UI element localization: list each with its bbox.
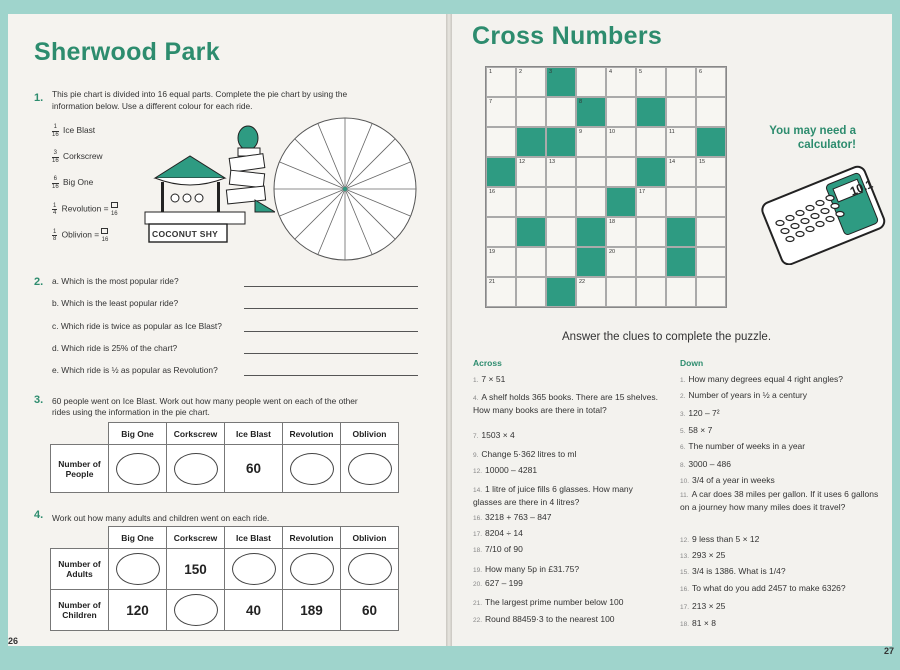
across-clue: 4. A shelf holds 365 books. There are 15 shelves. How many books are there in total? [473,392,658,415]
fraction: $\frac{1}{16}$ [52,124,59,138]
ride-name: Corkscrew [63,151,103,162]
answer-oval[interactable] [174,453,218,485]
ride-name: Oblivion = [61,229,100,240]
grid-cell[interactable] [636,67,666,97]
grid-cell[interactable] [696,217,726,247]
grid-cell[interactable] [606,127,636,157]
q2-question: c. Which ride is twice as popular as Ice Blast? [52,321,222,331]
grid-cell[interactable] [486,67,516,97]
grid-cell-blocked [576,247,606,277]
answer-cell[interactable] [167,590,225,631]
answer-oval[interactable] [348,453,392,485]
given-value: 60 [341,590,399,631]
answer-oval[interactable] [232,553,276,585]
grid-cell[interactable] [696,67,726,97]
grid-cell[interactable] [546,247,576,277]
clue-number: 6 [699,69,703,75]
down-clue: 3. 120 – 7² [680,408,720,418]
answer-line[interactable] [244,331,418,332]
grid-cell[interactable] [696,187,726,217]
answer-oval[interactable] [348,553,392,585]
column-header: Oblivion [341,423,399,445]
down-clue: 8. 3000 – 486 [680,459,731,469]
q2-question: e. Which ride is ½ as popular as Revolution? [52,365,218,375]
grid-cell[interactable] [606,67,636,97]
grid-cell[interactable] [486,127,516,157]
grid-cell[interactable] [486,247,516,277]
grid-cell[interactable] [516,157,546,187]
grid-cell[interactable] [546,187,576,217]
row-label: Number of Children [51,590,109,631]
grid-cell[interactable] [666,187,696,217]
grid-cell[interactable] [486,217,516,247]
grid-cell[interactable] [606,247,636,277]
clue-number: 16 [489,189,496,195]
across-clue: 22. Round 88459·3 to the nearest 100 [473,614,615,624]
fraction: $\frac{1}{4}$ [53,202,57,216]
answer-cell[interactable] [167,445,225,493]
grid-cell[interactable] [516,247,546,277]
grid-cell-blocked [606,187,636,217]
page-number-right: 27 [884,646,895,656]
clue-number: 17 [639,189,646,195]
grid-cell[interactable] [696,277,726,307]
q2-number: 2. [34,276,44,288]
ride-fraction-item [52,202,120,217]
grid-cell[interactable] [486,97,516,127]
grid-cell[interactable] [546,97,576,127]
page-number-left: 26 [8,636,19,646]
blank-fraction[interactable]: 16 [101,228,108,243]
column-header: Ice Blast [225,423,283,445]
given-value: 120 [109,590,167,631]
grid-cell-blocked [636,157,666,187]
calculator-note: You may need a calculator! [769,125,856,151]
grid-cell[interactable] [576,67,606,97]
down-clue: 16. To what do you add 2457 to make 6326? [680,583,846,593]
clue-number: 8 [579,99,583,105]
given-value: 60 [225,445,283,493]
clue-number: 5 [639,69,643,75]
grid-cell[interactable] [576,157,606,187]
answer-oval[interactable] [116,453,160,485]
grid-cell[interactable] [516,97,546,127]
q4-text: Work out how many adults and children went on each ride. [52,513,270,523]
crossword-grid[interactable] [485,66,727,308]
across-clue: 18. 7/10 of 90 [473,544,523,554]
instruction-text: Answer the clues to complete the puzzle. [562,331,772,343]
calculator-display: 10.1 [847,176,875,199]
clue-number: 21 [489,279,496,285]
grid-cell[interactable] [696,97,726,127]
grid-cell[interactable] [636,277,666,307]
q2-question: d. Which ride is 25% of the chart? [52,343,178,353]
fraction: $\frac{1}{8}$ [53,228,57,242]
grid-cell[interactable] [606,217,636,247]
given-value: 40 [225,590,283,631]
grid-cell-blocked [636,97,666,127]
grid-cell-blocked [696,127,726,157]
down-clue: 15. 3/4 is 1386. What is 1/4? [680,566,786,576]
fraction: $\frac{3}{16}$ [52,150,59,164]
clue-number: 12 [519,159,526,165]
grid-cell[interactable] [486,187,516,217]
row-label: Number of People [51,445,109,493]
column-header: Corkscrew [167,423,225,445]
pie-center [343,187,347,191]
clue-number: 20 [609,249,616,255]
answer-cell[interactable] [225,549,283,590]
grid-cell[interactable] [696,247,726,277]
q1-text-line2: information below. Use a different colour for each ride. [52,101,253,111]
blank-fraction[interactable]: 16 [111,202,118,217]
clue-number: 10 [609,129,616,135]
column-header: Revolution [283,527,341,549]
down-clue: 17. 213 × 25 [680,601,726,611]
q4-table [50,526,399,631]
answer-oval[interactable] [174,594,218,626]
across-clue: 1. 7 × 51 [473,374,506,384]
grid-cell[interactable] [516,277,546,307]
clue-number: 7 [489,99,493,105]
across-clue: 20. 627 – 199 [473,578,523,588]
answer-cell[interactable] [109,549,167,590]
grid-cell[interactable] [576,187,606,217]
q3-table [50,422,399,493]
q3-text-line2: rides using the information in the pie chart. [52,407,210,417]
empty-pie-chart[interactable] [272,116,418,262]
ride-name: Revolution = [61,203,109,214]
down-clue: 13. 293 × 25 [680,550,726,560]
clue-number: 13 [549,159,556,165]
clue-number: 11 [669,129,675,135]
given-value: 189 [283,590,341,631]
q2-question: a. Which is the most popular ride? [52,276,179,286]
down-clue: 1. How many degrees equal 4 right angles? [680,374,843,384]
answer-oval[interactable] [290,453,334,485]
across-clue: 19. How many 5p in £31.75? [473,564,580,574]
grid-cell[interactable] [546,157,576,187]
grid-cell[interactable] [666,67,696,97]
grid-cell-blocked [516,127,546,157]
across-clue: 14. 1 litre of juice fills 6 glasses. How many glasses are there in 4 litres? [473,484,633,507]
column-header: Oblivion [341,527,399,549]
calculator-icon [758,165,886,265]
clue-number: 9 [579,129,583,135]
grid-cell[interactable] [636,127,666,157]
q1-text-line1: This pie chart is divided into 16 equal parts. Complete the pie chart by using the [52,89,348,99]
grid-cell-blocked [546,127,576,157]
grid-cell-blocked [546,277,576,307]
answer-line[interactable] [244,286,418,287]
q2-question: b. Which is the least popular ride? [52,298,179,308]
column-header: Corkscrew [167,527,225,549]
column-header: Revolution [283,423,341,445]
clue-number: 2 [519,69,523,75]
across-heading: Across [473,358,502,368]
row-label: Number of Adults [51,549,109,590]
given-value: 150 [167,549,225,590]
clue-number: 1 [489,69,493,75]
grid-cell[interactable] [606,97,636,127]
clue-number: 19 [489,249,496,255]
answer-oval[interactable] [290,553,334,585]
clue-number: 4 [609,69,613,75]
grid-cell-blocked [576,217,606,247]
answer-line[interactable] [244,375,418,376]
down-clue: 12. 9 less than 5 × 12 [680,534,760,544]
across-clue: 12. 10000 – 4281 [473,465,538,475]
grid-cell[interactable] [606,277,636,307]
q3-number: 3. [34,394,44,406]
across-clue: 21. The largest prime number below 100 [473,597,624,607]
clue-number: 3 [549,69,553,75]
grid-cell-blocked [666,217,696,247]
answer-line[interactable] [244,308,418,309]
clue-number: 22 [579,279,586,285]
down-clue: 11. A car does 38 miles per gallon. If it uses 6 gallons on a journey how many miles does it travel? [680,489,879,512]
ride-fraction-item [52,228,110,243]
answer-cell[interactable] [341,445,399,493]
grid-cell-blocked [546,67,576,97]
clue-number: 15 [699,159,706,165]
grid-cell[interactable] [666,277,696,307]
coconut-shy-sign: COCONUT SHY [152,229,219,239]
grid-cell[interactable] [576,277,606,307]
ride-fraction-item [52,176,93,190]
answer-line[interactable] [244,353,418,354]
down-heading: Down [680,358,704,368]
grid-cell[interactable] [666,157,696,187]
column-header: Big One [109,423,167,445]
grid-cell-blocked [576,97,606,127]
down-clue: 18. 81 × 8 [680,618,716,628]
grid-cell-blocked [486,157,516,187]
grid-cell-blocked [516,217,546,247]
ride-fraction-item [52,150,103,164]
down-clue: 5. 58 × 7 [680,425,713,435]
grid-cell[interactable] [606,157,636,187]
grid-cell-blocked [666,247,696,277]
grid-cell[interactable] [636,187,666,217]
grid-cell[interactable] [636,217,666,247]
ride-name: Ice Blast [63,125,96,136]
clue-number: 14 [669,159,676,165]
fraction: $\frac{6}{16}$ [52,176,59,190]
ride-name: Big One [63,177,94,188]
answer-cell[interactable] [283,445,341,493]
column-header: Ice Blast [225,527,283,549]
down-clue: 10. 3/4 of a year in weeks [680,475,775,485]
grid-cell[interactable] [546,217,576,247]
grid-cell[interactable] [516,187,546,217]
across-clue: 16. 3218 + 763 – 847 [473,512,552,522]
page-title-right: Cross Numbers [472,22,663,50]
across-clue: 17. 8204 ÷ 14 [473,528,523,538]
q1-number: 1. [34,92,44,104]
down-clue: 6. The number of weeks in a year [680,441,806,451]
across-clue: 7. 1503 × 4 [473,430,515,440]
grid-cell[interactable] [636,247,666,277]
grid-cell[interactable] [666,97,696,127]
q3-text-line1: 60 people went on Ice Blast. Work out how many people went on each of the other [52,396,358,406]
grid-cell[interactable] [516,67,546,97]
answer-oval[interactable] [116,553,160,585]
grid-cell[interactable] [486,277,516,307]
q4-number: 4. [34,509,44,521]
across-clue: 9. Change 5·362 litres to ml [473,449,577,459]
clue-number: 18 [609,219,616,225]
down-clue: 2. Number of years in ½ a century [680,390,808,400]
grid-cell[interactable] [576,127,606,157]
answer-cell[interactable] [109,445,167,493]
column-header: Big One [109,527,167,549]
answer-cell[interactable] [341,549,399,590]
grid-cell[interactable] [696,157,726,187]
answer-cell[interactable] [283,549,341,590]
grid-cell[interactable] [666,127,696,157]
ride-fraction-item [52,124,95,138]
page-title-left: Sherwood Park [34,38,220,66]
